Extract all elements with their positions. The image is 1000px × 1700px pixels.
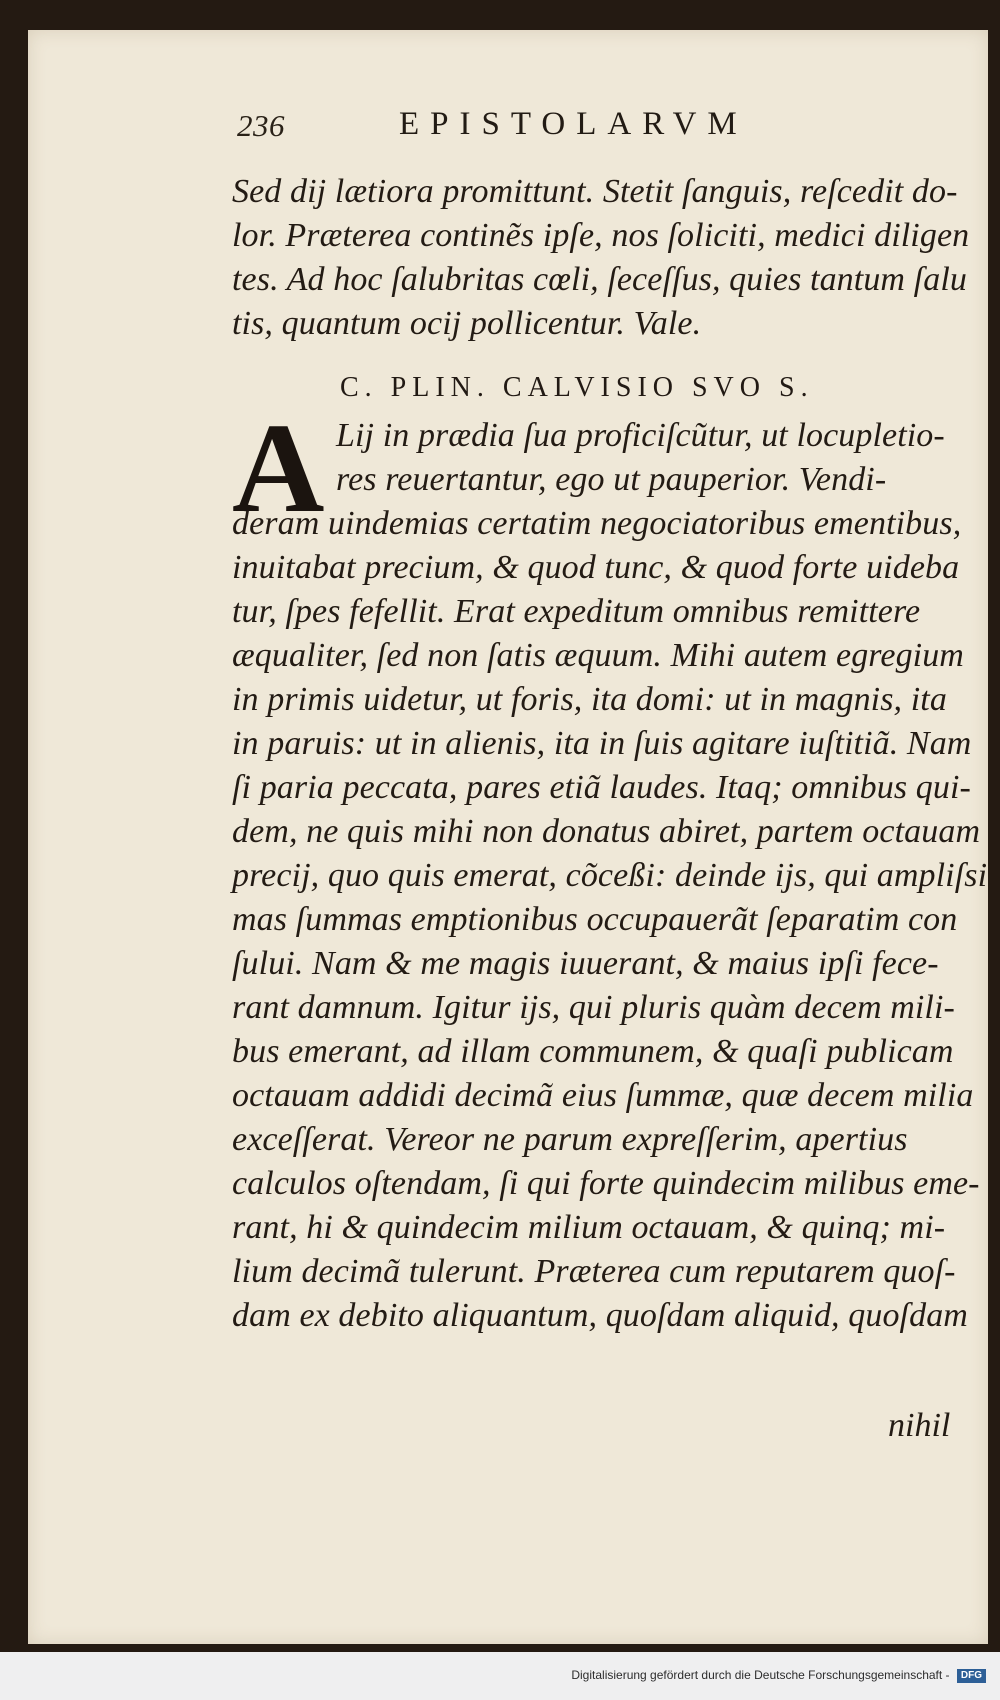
text-line-24: lium decimã tulerunt. Præterea cum reputarem quoſ- [232,1253,956,1290]
text-line-18: rant damnum. Igitur ijs, qui pluris quàm decem mili- [232,989,955,1026]
text-line-3: tes. Ad hoc ſalubritas cœli, ſeceſſus, quies tantum ſalu [232,261,967,298]
text-line-19: bus emerant, ad illam communem, & quaſi publicam [232,1033,954,1070]
text-line-9: tur, ſpes fefellit. Erat expeditum omnibus remittere [232,593,921,630]
funding-credit-text: Digitalisierung gefördert durch die Deutsche Forschungsgemeinschaft - [571,1668,950,1682]
text-line-15: precij, quo quis emerat, cõceßi: deinde ijs, qui ampliſsi [232,857,988,894]
text-line-12: in paruis: ut in alienis, ita in ſuis agitare iuſtitiã. Nam [232,725,972,762]
digitization-footer [0,1652,1000,1700]
page-number: 236 [237,108,285,143]
text-line-23: rant, hi & quindecim milium octauam, & quinq; mi- [232,1209,946,1246]
funding-credit [571,1668,986,1683]
text-line-13: ſi paria peccata, pares etiã laudes. Itaq; omnibus qui- [232,769,971,806]
text-line-25: dam ex debito aliquantum, quoſdam aliquid, quoſdam [232,1297,968,1334]
book-page [28,30,988,1644]
text-line-11: in primis uidetur, ut foris, ita domi: ut in magnis, ita [232,681,947,718]
text-line-10: æqualiter, ſed non ſatis æquum. Mihi autem egregium [232,637,964,674]
catchword: nihil [888,1407,951,1444]
text-line-17: ſului. Nam & me magis iuuerant, & maius ipſi fece- [232,945,939,982]
letter-heading: C. PLIN. CALVISIO SVO S. [340,372,814,403]
text-line-20: octauam addidi decimã eius ſummæ, quæ decem milia [232,1077,974,1114]
text-line-2: lor. Præterea continẽs ipſe, nos ſoliciti, medici diligen [232,217,970,254]
text-line-16: mas ſummas emptionibus occupauerãt ſeparatim con [232,901,958,938]
running-head: EPISTOLARVM [399,106,748,142]
text-line-6: res reuertantur, ego ut pauperior. Vendi- [336,461,887,498]
text-line-5: Lij in prædia ſua proficiſcũtur, ut locupletio- [336,417,945,454]
text-line-14: dem, ne quis mihi non donatus abiret, partem octauam [232,813,981,850]
text-line-4: tis, quantum ocij pollicentur. Vale. [232,305,702,342]
dfg-logo-badge: DFG [957,1669,986,1683]
text-line-1: Sed dij lætiora promittunt. Stetit ſanguis, reſcedit do- [232,173,958,210]
drop-cap: A [232,397,325,539]
text-line-21: exceſſerat. Vereor ne parum expreſſerim, apertius [232,1121,908,1158]
text-line-8: inuitabat precium, & quod tunc, & quod forte uideba [232,549,960,586]
page-header [237,98,857,168]
text-line-22: calculos oſtendam, ſi qui forte quindecim milibus eme- [232,1165,980,1202]
text-line-7: deram uindemias certatim negociatoribus ementibus, [232,505,962,542]
